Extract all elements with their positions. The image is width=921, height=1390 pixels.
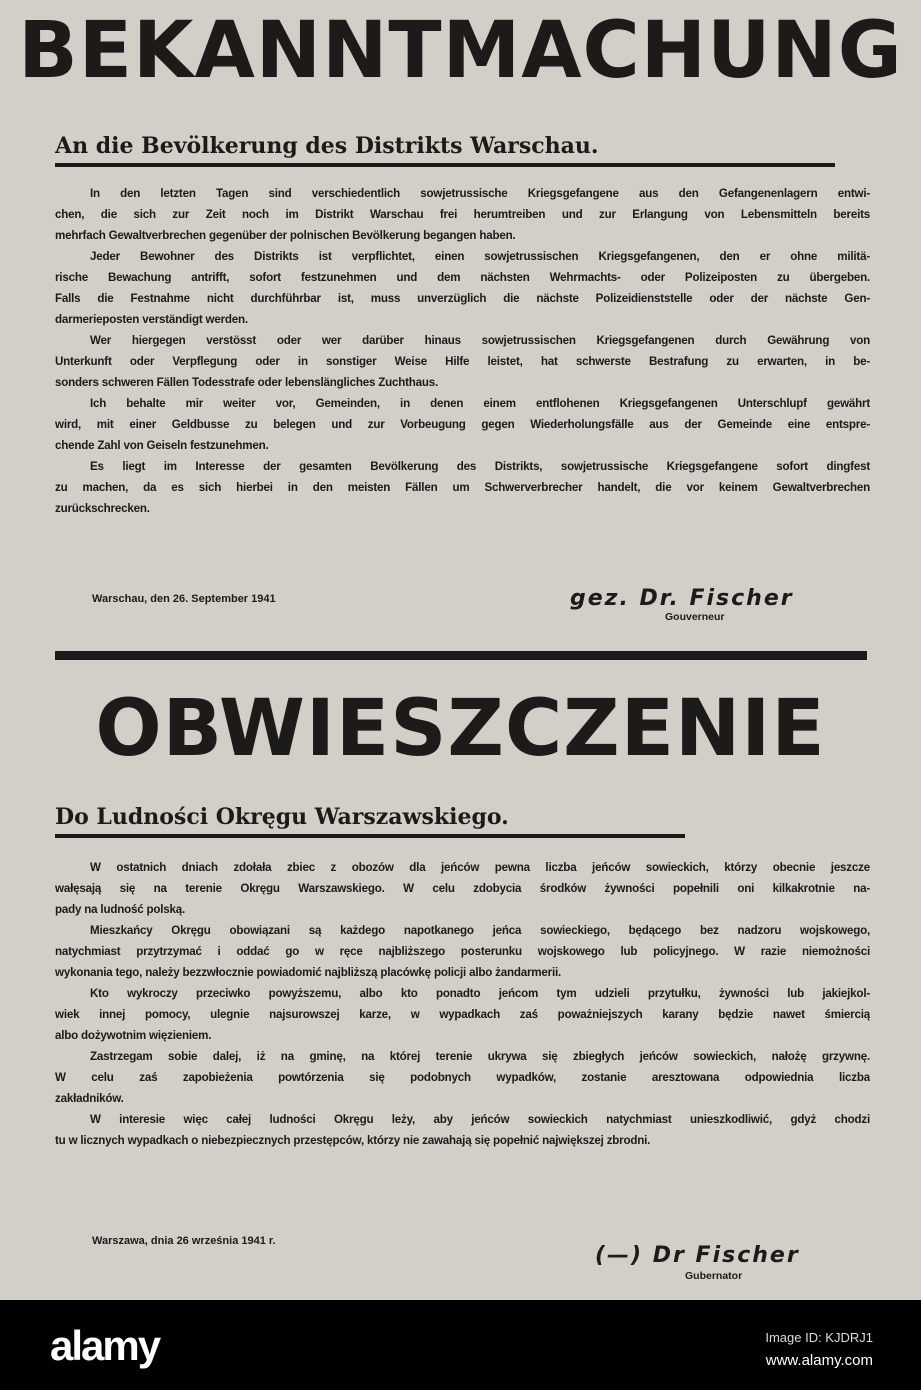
polish-role: Gubernator [685,1270,743,1282]
german-subtitle: An die Bevölkerung des Distrikts Warschau. [55,133,599,159]
polish-body [55,857,870,1151]
text-line: In den letzten Tagen sind verschiedentlich sowjetrussische Kriegsgefangene aus den Gefangenenlagern entwi- [90,187,870,200]
paragraph [55,456,870,519]
text-line: darmerieposten verständigt werden. [55,313,248,326]
polish-subtitle-underline [55,834,685,838]
text-line: rische Bewachung antrifft, sofort festzunehmen und dem nächsten Wehrmachts- oder Polizeiposten zu übergeben. [55,271,870,284]
polish-date: Warszawa, dnia 26 września 1941 r. [92,1235,276,1247]
text-line: natychmiast przytrzymać i oddać go w ręce najbliższego posterunku wojskowego lub policyjnego. W razie niemożności [55,945,870,958]
text-line: W ostatnich dniach zdołała zbiec z obozów dla jeńców pewna liczba jeńców sowieckich, którzy obecnie jeszcze [90,861,870,874]
text-line: Es liegt im Interesse der gesamten Bevölkerung des Distrikts, sowjetrussische Kriegsgefangene sofort dingfest [90,460,870,473]
text-line: mehrfach Gewaltverbrechen gegenüber der polnischen Bevölkerung begangen haben. [55,229,516,242]
text-line: Unterkunft oder Verpflegung oder in sonstiger Weise Hilfe leistet, hat schwerste Bestrafung zu erwarten, in be- [55,355,870,368]
paragraph [55,330,870,393]
text-line: pady na ludność polską. [55,903,186,916]
paragraph [55,983,870,1046]
text-line: zurückschrecken. [55,502,150,515]
watermark-url: www.alamy.com [765,1352,873,1369]
polish-subtitle: Do Ludności Okręgu Warszawskiego. [55,804,509,830]
paragraph [55,920,870,983]
text-line: albo dożywotnim więzieniem. [55,1029,212,1042]
paragraph [55,1109,870,1151]
text-line: Ich behalte mir weiter vor, Gemeinden, in denen einem entflohenen Kriegsgefangenen Unterschlupf gewährt [90,397,870,410]
german-body [55,183,870,519]
text-line: zakładników. [55,1092,124,1105]
german-signature: gez. Dr. Fischer [570,586,794,611]
text-line: wiek innej pomocy, ulegnie najsurowszej karze, w wypadkach zaś poważniejszych karany będzie nawet śmiercią [55,1008,870,1021]
text-line: chende Zahl von Geiseln festzunehmen. [55,439,269,452]
text-line: wykonania tego, należy bezzwłocznie powiadomić najbliższą placówkę policji albo żandarmerii. [55,966,562,979]
german-title: BEKANNTMACHUNG [18,6,903,96]
text-line: Mieszkańcy Okręgu obowiązani są każdego napotkanego jeńca sowieckiego, będącego bez nadzoru wojskowego, [90,924,870,937]
text-line: chen, die sich zur Zeit noch im Distrikt Warschau frei herumtreiben und zur Erlangung von Lebensmitteln bereits [55,208,870,221]
german-role: Gouverneur [665,611,725,623]
text-line: W celu zaś zapobieżenia powtórzenia się podobnych wypadków, zostanie aresztowana odpowiednia liczba [55,1071,870,1084]
image-id: Image ID: KJDRJ1 [765,1330,873,1345]
text-line: Falls die Festnahme nicht durchführbar ist, muss unverzüglich die nächste Polizeidienststelle oder der nächste Gen- [55,292,870,305]
paragraph [55,1046,870,1109]
text-line: wałęsają się na terenie Okręgu Warszawskiego. W celu zdobycia środków żywności popełnili oni kilkakrotnie na- [55,882,870,895]
text-line: Jeder Bewohner des Distrikts ist verpflichtet, einen sowjetrussischen Kriegsgefangenen, den er ohne militä- [90,250,870,263]
text-line: tu w licznych wypadkach o niebezpiecznych przestępców, którzy nie zawahają się popełnić największej zbrodni. [55,1134,651,1147]
polish-signature: (—) Dr Fischer [595,1243,800,1268]
german-subtitle-underline [55,163,835,167]
text-line: Wer hiergegen verstösst oder wer darüber hinaus sowjetrussischen Kriegsgefangenen durch Gewährung von [90,334,870,347]
section-divider [55,651,867,660]
paragraph [55,183,870,246]
paragraph [55,857,870,920]
text-line: wird, mit einer Geldbusse zu belegen und zur Vorbeugung gegen Wiederholungsfälle aus der Gemeinde eine entspre- [55,418,870,431]
paragraph [55,246,870,330]
watermark-footer [0,1300,921,1390]
text-line: Kto wykroczy przeciwko powyższemu, albo kto ponadto jeńcom tym udzieli przytułku, żywności lub jakiejkol- [90,987,870,1000]
german-date: Warschau, den 26. September 1941 [92,593,276,605]
paragraph [55,393,870,456]
text-line: sonders schweren Fällen Todesstrafe oder lebenslängliches Zuchthaus. [55,376,439,389]
alamy-logo: alamy [50,1322,160,1369]
text-line: W interesie więc całej ludności Okręgu leży, aby jeńców sowieckich natychmiast unieszkodliwić, gdyż chodzi [90,1113,870,1126]
text-line: zu machen, da es sich hierbei in den meisten Fällen um Schwerverbrecher handelt, die vor keinem Gewaltverbrechen [55,481,870,494]
text-line: Zastrzegam sobie dalej, iż na gminę, na której terenie ukrywa się zbiegłych jeńców sowieckich, nałożę grzywnę. [90,1050,870,1063]
polish-title: OBWIESZCZENIE [95,684,826,774]
